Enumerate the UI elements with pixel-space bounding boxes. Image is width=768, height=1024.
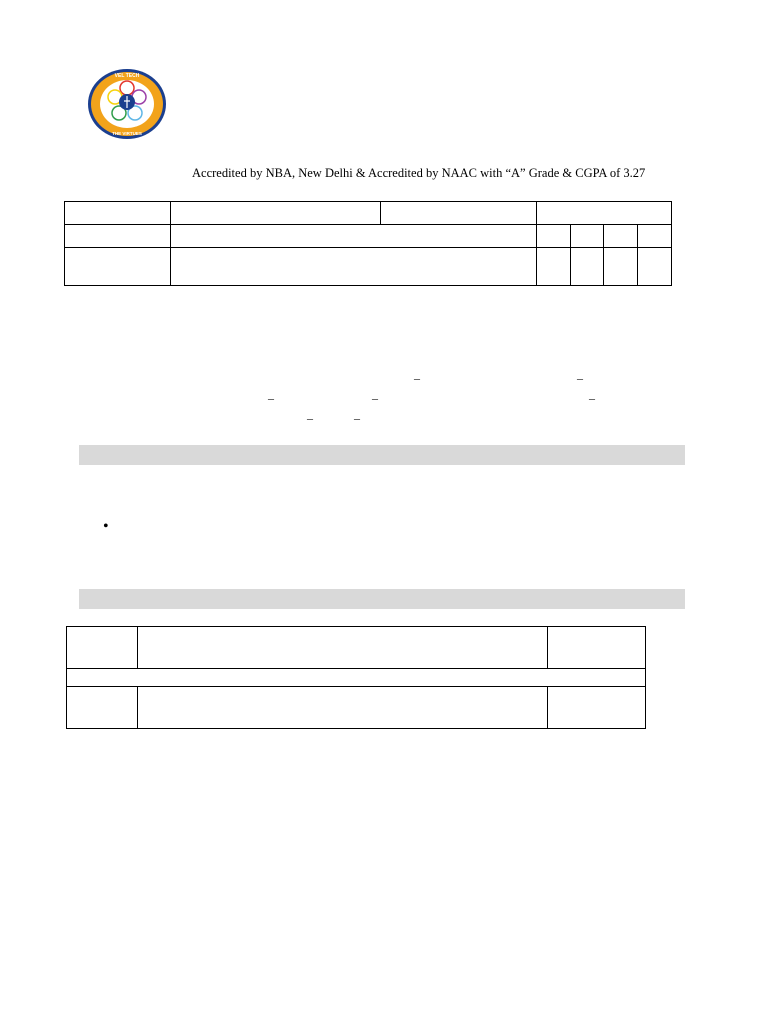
- table-cell: [571, 225, 604, 248]
- table-cell: [138, 687, 548, 729]
- dash-mark: –: [414, 371, 420, 385]
- table-cell: [604, 248, 638, 286]
- bullet-point: •: [103, 518, 109, 535]
- table-row: [65, 248, 672, 286]
- svg-text:THE VIRTUES: THE VIRTUES: [112, 131, 142, 136]
- table-cell: [381, 202, 537, 225]
- table-cell: [138, 627, 548, 669]
- course-header-table: [64, 201, 672, 286]
- dash-mark: –: [372, 391, 378, 405]
- table-cell: [65, 248, 171, 286]
- dash-mark: –: [589, 391, 595, 405]
- table-cell: [65, 202, 171, 225]
- table-cell: [65, 225, 171, 248]
- table-cell: [67, 687, 138, 729]
- institution-logo: [87, 68, 167, 140]
- table-cell: [571, 248, 604, 286]
- section-heading-band: [79, 445, 685, 465]
- table-row: [67, 669, 646, 687]
- table-row: [65, 202, 672, 225]
- table-cell: [67, 669, 646, 687]
- table-cell: [171, 202, 381, 225]
- unit-table: [66, 626, 646, 729]
- table-row: [65, 225, 672, 248]
- dash-mark: –: [354, 411, 360, 425]
- table-cell: [638, 225, 672, 248]
- table-cell: [638, 248, 672, 286]
- section-heading-band: [79, 589, 685, 609]
- table-row: [67, 687, 646, 729]
- table-row: [67, 627, 646, 669]
- dash-mark: –: [307, 411, 313, 425]
- table-cell: [67, 627, 138, 669]
- dash-mark: –: [268, 391, 274, 405]
- table-cell: [604, 225, 638, 248]
- table-cell: [537, 202, 672, 225]
- accreditation-text: Accredited by NBA, New Delhi & Accredited by NAAC with “A” Grade & CGPA of 3.27: [192, 166, 646, 180]
- dash-mark: –: [577, 371, 583, 385]
- svg-text:VEL TECH: VEL TECH: [114, 73, 140, 79]
- table-cell: [537, 225, 571, 248]
- table-cell: [548, 627, 646, 669]
- table-cell: [171, 225, 537, 248]
- table-cell: [548, 687, 646, 729]
- table-cell: [171, 248, 537, 286]
- table-cell: [537, 248, 571, 286]
